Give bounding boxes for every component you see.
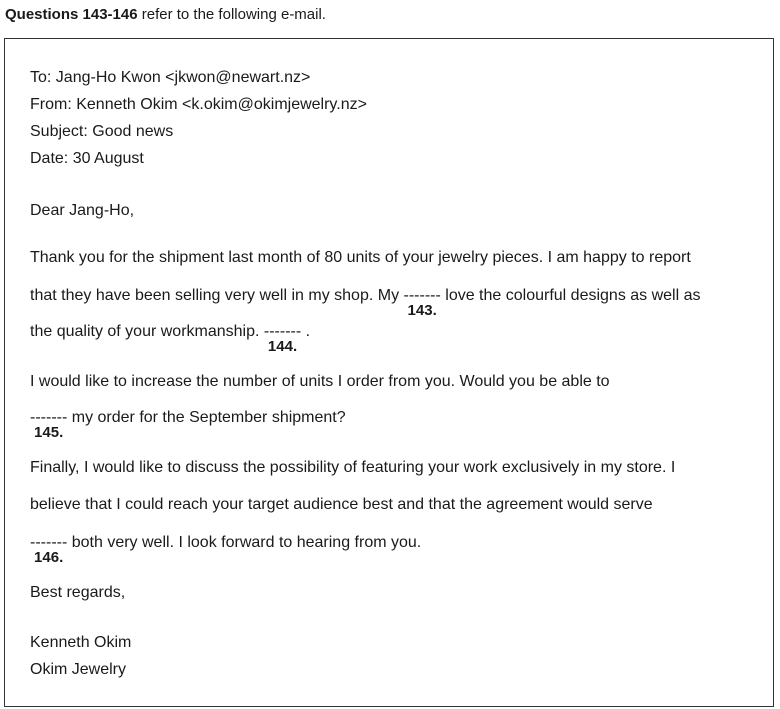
paragraph1-line3	[30, 323, 311, 355]
paragraph2-line2	[30, 409, 346, 441]
instructions-text: refer to the following e-mail.	[137, 6, 326, 23]
paragraph1-line2-end: love the colourful designs as well as	[440, 287, 701, 304]
email-date: Date: 30 August	[30, 150, 144, 167]
paragraph1-line3-end: .	[301, 323, 311, 340]
blank-dashes: -------	[30, 534, 68, 551]
email-greeting: Dear Jang-Ho,	[30, 202, 135, 219]
email-to: To: Jang-Ho Kwon <jkwon@newart.nz>	[30, 69, 311, 86]
email-subject: Subject: Good news	[30, 123, 174, 140]
paragraph2-line1: I would like to increase the number of units I order from you. Would you be able to	[30, 373, 610, 390]
question-instructions	[5, 6, 326, 23]
blank-145	[30, 409, 68, 441]
paragraph2-line2-end: my order for the September shipment?	[67, 409, 346, 426]
email-box	[4, 38, 774, 707]
signature-name: Kenneth Okim	[30, 634, 132, 651]
blank-dashes: -------	[263, 323, 302, 340]
email-from: From: Kenneth Okim <k.okim@okimjewelry.nz>	[30, 96, 367, 113]
signature-company: Okim Jewelry	[30, 661, 127, 678]
blank-number-146: 146.	[34, 549, 64, 566]
email-closing: Best regards,	[30, 584, 126, 601]
question-range: Questions 143-146	[5, 6, 138, 23]
paragraph1-line2	[30, 287, 701, 319]
blank-dashes: -------	[30, 409, 68, 426]
blank-143	[403, 287, 441, 319]
blank-number-144: 144.	[267, 338, 298, 355]
paragraph3-line1: Finally, I would like to discuss the possibility of featuring your work exclusively in my store. I	[30, 459, 676, 476]
paragraph3-line2: believe that I could reach your target audience best and that the agreement would serve	[30, 496, 653, 513]
paragraph1-line2-start: that they have been selling very well in my shop. My	[30, 287, 404, 304]
paragraph1-line1: Thank you for the shipment last month of 80 units of your jewelry pieces. I am happy to report	[30, 249, 691, 266]
blank-number-143: 143.	[407, 302, 437, 319]
blank-144	[263, 323, 302, 355]
blank-dashes: -------	[403, 287, 441, 304]
blank-146	[30, 534, 68, 566]
paragraph1-line3-start: the quality of your workmanship.	[30, 323, 264, 340]
blank-number-145: 145.	[34, 424, 64, 441]
paragraph3-line3	[30, 534, 422, 566]
paragraph3-line3-end: both very well. I look forward to hearing from you.	[67, 534, 422, 551]
